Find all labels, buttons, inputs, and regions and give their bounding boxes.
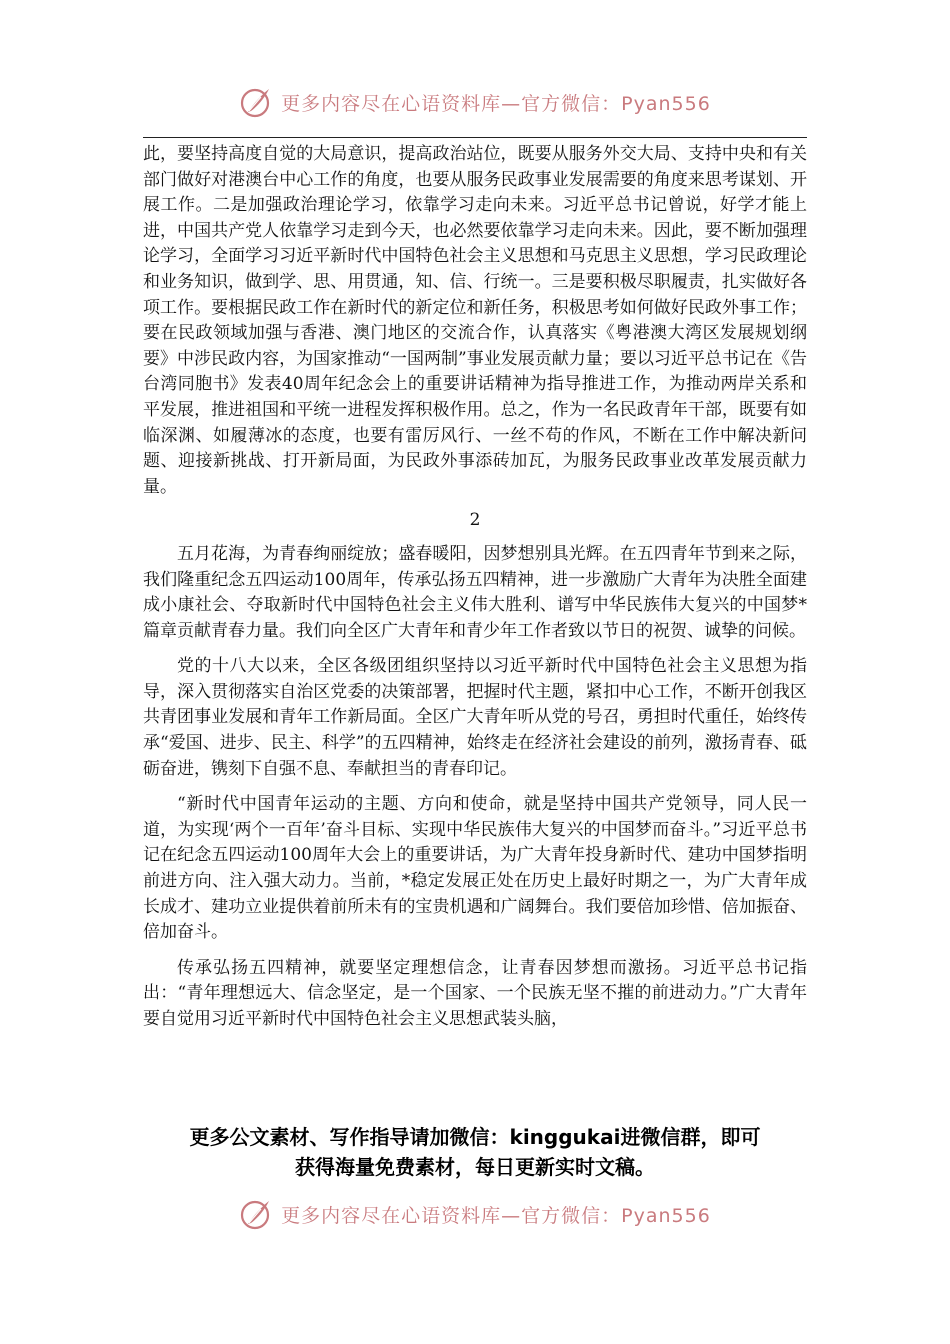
body-paragraph: “新时代中国青年运动的主题、方向和使命，就是坚持中国共产党领导，同人民一道，为实现‘两个一百年’奋斗目标、实现中华民族伟大复兴的中国梦而奋斗。”习近平总书记在纪念五四运动100周年大会上的重要讲话，为广大青年投身新时代、建功中国梦指明前进方向、注入强大动力。当前，*稳定发展正处在历史上最好时期之一，为广大青年成长成才、建功立业提供着前所未有的宝贵机遇和广阔舞台。我们要倍加珍惜、倍加振奋、倍加奋斗。 bbox=[143, 794, 807, 943]
header-divider bbox=[143, 137, 807, 138]
footer-banner bbox=[0, 1194, 950, 1234]
body-paragraph: 传承弘扬五四精神，就要坚定理想信念，让青春因梦想而激扬。习近平总书记指出：“青年理想远大、信念坚定，是一个国家、一个民族无坚不摧的前进动力。”广大青年要自觉用习近平新时代中国特色社会主义思想武装头脑， bbox=[143, 957, 807, 1029]
document-body bbox=[143, 142, 807, 1033]
body-paragraph: 五月花海，为青春绚丽绽放；盛春暖阳，因梦想别具光辉。在五四青年节到来之际，我们隆重纪念五四运动100周年，传承弘扬五四精神，进一步激励广大青年为决胜全面建成小康社会、夺取新时代中国特色社会主义伟大胜利、谱写中华民族伟大复兴的中国梦*篇章贡献青春力量。我们向全区广大青年和青少年工作者致以节日的祝贺、诚挚的问候。 bbox=[143, 543, 807, 641]
header-banner bbox=[0, 82, 950, 122]
quill-logo-icon bbox=[239, 1197, 273, 1231]
promo-notice bbox=[120, 1122, 830, 1182]
promo-line-1: 更多公文素材、写作指导请加微信：kinggukai进微信群，即可 bbox=[189, 1125, 761, 1149]
header-banner-text: 更多内容尽在心语资料库—官方微信：Pyan556 bbox=[281, 92, 711, 115]
promo-line-2: 获得海量免费素材，每日更新实时文稿。 bbox=[295, 1155, 655, 1179]
quill-logo-icon bbox=[239, 85, 273, 119]
footer-banner-text: 更多内容尽在心语资料库—官方微信：Pyan556 bbox=[281, 1204, 711, 1227]
continuation-paragraph: 此，要坚持高度自觉的大局意识，提高政治站位，既要从服务外交大局、支持中央和有关部门做好对港澳台中心工作的角度，也要从服务民政事业发展需要的角度来思考谋划、开展工作。二是加强政治理论学习，依靠学习走向未来。习近平总书记曾说，好学才能上进，中国共产党人依靠学习走到今天，也必然要依靠学习走向未来。因此，要不断加强理论学习，全面学习习近平新时代中国特色社会主义思想和马克思主义思想，学习民政理论和业务知识，做到学、思、用贯通，知、信、行统一。三是要积极尽职履责，扎实做好各项工作。要根据民政工作在新时代的新定位和新任务，积极思考如何做好民政外事工作；要在民政领域加强与香港、澳门地区的交流合作，认真落实《粤港澳大湾区发展规划纲要》中涉民政内容，为国家推动“一国两制”事业发展贡献力量；要以习近平总书记在《告台湾同胞书》发表40周年纪念会上的重要讲话精神为指导推进工作，为推动两岸关系和平发展，推进祖国和平统一进程发挥积极作用。总之，作为一名民政青年干部，既要有如临深渊、如履薄冰的态度，也要有雷厉风行、一丝不苟的作风，不断在工作中解决新问题、迎接新挑战、打开新局面，为民政外事添砖加瓦，为服务民政事业改革发展贡献力量。 bbox=[143, 144, 807, 497]
section-number: 2 bbox=[469, 510, 481, 531]
body-paragraph: 党的十八大以来，全区各级团组织坚持以习近平新时代中国特色社会主义思想为指导，深入贯彻落实自治区党委的决策部署，把握时代主题，紧扣中心工作，不断开创我区共青团事业发展和青年工作新局面。全区广大青年听从党的号召，勇担时代重任，始终传承“爱国、进步、民主、科学”的五四精神，始终走在经济社会建设的前列，激扬青春、砥砺奋进，镌刻下自强不息、奉献担当的青春印记。 bbox=[143, 656, 807, 779]
